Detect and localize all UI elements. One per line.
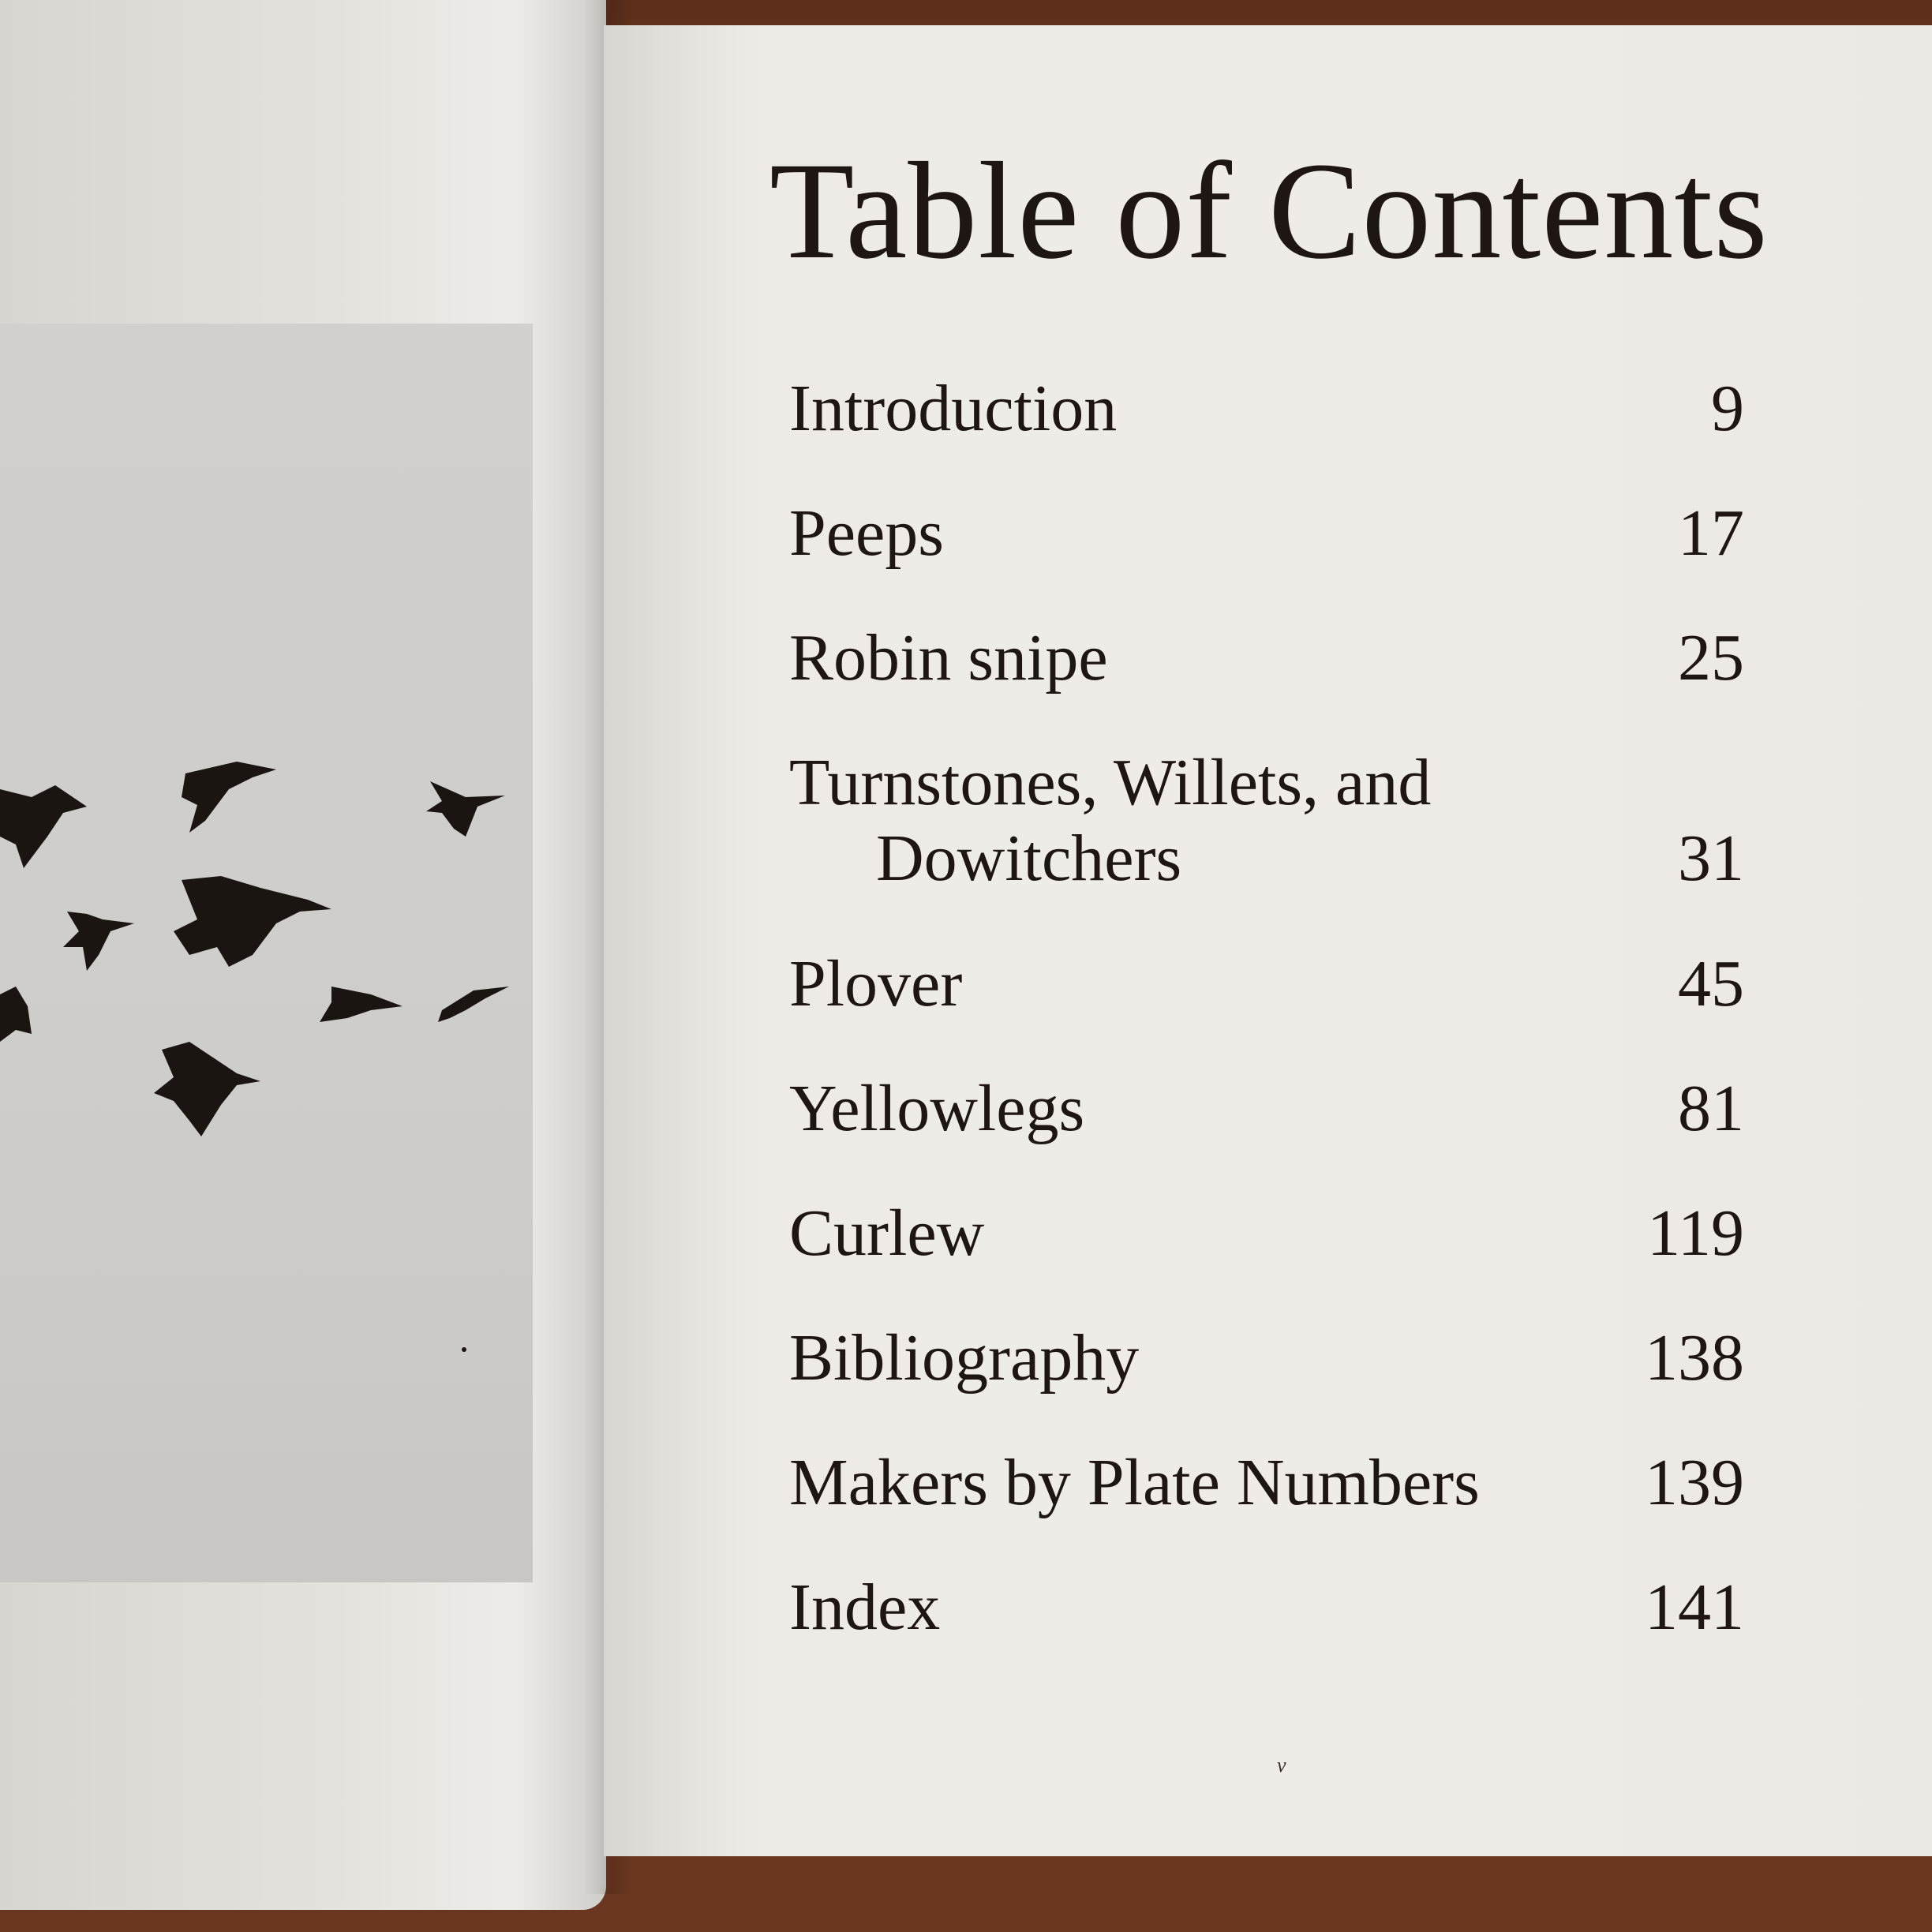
toc-entry-page: 25 <box>1678 621 1744 695</box>
bird-silhouette <box>426 781 505 837</box>
toc-entry-page: 17 <box>1678 496 1744 570</box>
bird-flock-illustration <box>0 324 533 1582</box>
bird-silhouette <box>182 762 276 833</box>
page-title: Table of Contents <box>769 134 1769 288</box>
toc-entry-page: 119 <box>1647 1196 1744 1270</box>
toc-entry-page: 139 <box>1645 1446 1744 1519</box>
toc-entry <box>789 1071 1744 1196</box>
toc-entry-page: 138 <box>1645 1321 1744 1395</box>
toc-entry-title: Yellowlegs <box>789 1072 1085 1145</box>
bird-silhouette <box>174 876 331 967</box>
toc-entry-title: Plover <box>789 947 963 1020</box>
toc-entry-title: Index <box>789 1571 941 1644</box>
toc-entry-title: Bibliography <box>789 1321 1140 1395</box>
page-shadow <box>604 25 762 1856</box>
toc-entry <box>789 1445 1744 1570</box>
toc-entry-title: Makers by Plate Numbers <box>789 1446 1480 1519</box>
toc-entry-page: 81 <box>1678 1072 1744 1145</box>
toc-entry-title: Peeps <box>789 496 944 570</box>
toc-entry-title-continued: Dowitchers <box>876 822 1182 895</box>
toc-entry-page: 31 <box>1678 822 1744 895</box>
toc-entry <box>789 1570 1744 1694</box>
toc-entry <box>789 496 1744 620</box>
toc-entry <box>789 745 1744 946</box>
bird-silhouette <box>0 785 87 868</box>
toc-entry <box>789 371 1744 496</box>
toc-entry <box>789 946 1744 1071</box>
left-page <box>0 0 606 1910</box>
toc-entry-title: Robin snipe <box>789 621 1108 695</box>
bird-silhouette <box>154 1042 260 1136</box>
toc-entry-page: 141 <box>1645 1571 1744 1644</box>
toc-entry <box>789 1320 1744 1445</box>
toc-entry-title: Introduction <box>789 372 1118 445</box>
bird-silhouette <box>320 987 402 1022</box>
toc-entry <box>789 1196 1744 1320</box>
table-of-contents <box>789 371 1744 1694</box>
bird-silhouette <box>438 987 509 1022</box>
bird-silhouette <box>63 912 134 971</box>
toc-entry-title: Turnstones, Willets, and <box>789 746 1432 819</box>
toc-entry-page: 9 <box>1711 372 1744 445</box>
bird-silhouette <box>0 987 32 1042</box>
toc-entry-page: 45 <box>1678 947 1744 1020</box>
toc-entry <box>789 620 1744 745</box>
toc-entry-title: Curlew <box>789 1196 985 1270</box>
page-folio: v <box>1277 1754 1286 1777</box>
